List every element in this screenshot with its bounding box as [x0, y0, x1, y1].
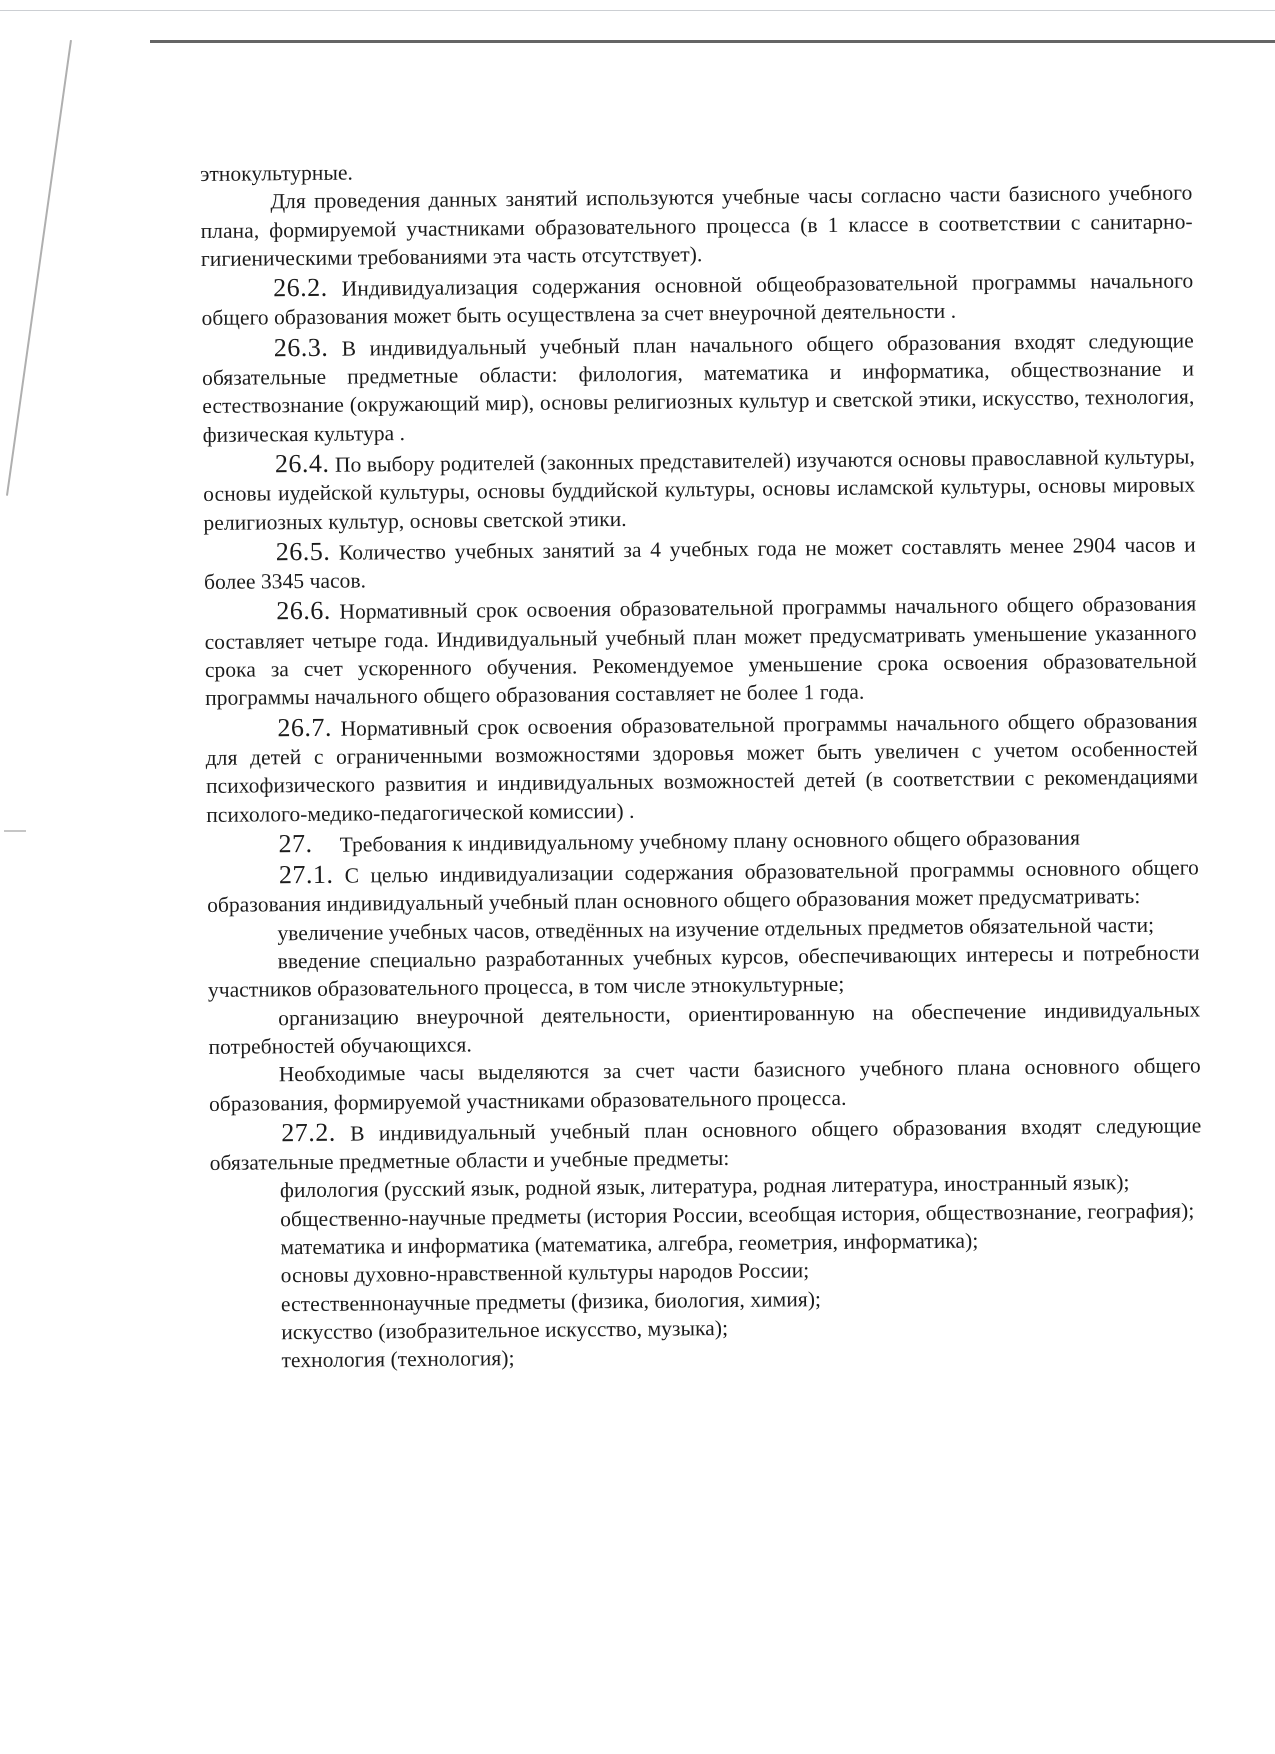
scan-edge-line: [0, 10, 1275, 11]
paragraph-text: этнокультурные.: [200, 160, 354, 186]
scan-page-edge: [150, 40, 1275, 43]
paragraph-26-6: [204, 589, 1197, 713]
list-item-text: искусство (изобразительное искусство, музыка);: [281, 1315, 729, 1345]
paragraph-text: В индивидуальный учебный план начального общего образования входят следующие обязательные предметные области: филология, математика и информатика, обществознание и естествознание (окружающий мир), основы религиозных культур и светской этики, искусство, технология, физическая культура .: [201, 328, 1195, 447]
list-item-text: математика и информатика (математика, алгебра, геометрия, информатика);: [280, 1228, 979, 1260]
list-item-text: организацию внеурочной деятельности, ориентированную на обеспечение индивидуальных потребностей обучающихся.: [208, 997, 1201, 1059]
paragraph-text: С целью индивидуализации содержания образовательной программы основного общего образования индивидуальный учебный план основного общего образования может предусматривать:: [207, 855, 1199, 918]
document-page: [200, 150, 1204, 1375]
scan-fold-line: [6, 40, 72, 496]
list-item: [208, 995, 1200, 1061]
section-heading-text: Требования к индивидуальному учебному плану основного общего образования: [339, 825, 1081, 857]
list-item-text: технология (технология);: [281, 1346, 515, 1373]
list-item-text: введение специально разработанных учебных курсов, обеспечивающих интересы и потребности участников образовательного процесса, в том числе этнокультурные;: [207, 940, 1200, 1003]
section-number: 27.1.: [278, 859, 334, 890]
paragraph-26-4: [203, 441, 1196, 536]
paragraph-text: Индивидуализация содержания основной общеобразовательной программы начального общего образования может быть осуществлена за счет внеурочной деятельности .: [201, 268, 1194, 331]
paragraph-26-5: [204, 529, 1197, 596]
paragraph-text: Нормативный срок освоения образовательной программы начального общего образования составляет четыре года. Индивидуальный учебный план может предусматривать уменьшение указанного срока за счет ускоренного обучения. Рекомендуемое уменьшение срока освоения образовательной программы начального общего образования составляет не более 1 года.: [204, 591, 1197, 711]
paragraph-26-3: [202, 325, 1195, 449]
section-number: 26.5.: [275, 536, 331, 567]
section-number: 26.4.: [274, 448, 330, 479]
paragraph-text: Нормативный срок освоения образовательной программы начального общего образования для детей с ограниченными возможностями здоровья может быть увеличен с учетом особенностей психофизического развития и индивидуальных возможностей детей (в соответствии с рекомендациями психолого-медико-педагогической комиссии) .: [205, 708, 1199, 827]
section-number: 27.2.: [281, 1117, 336, 1148]
paragraph: [200, 179, 1193, 273]
paragraph-27-1: [207, 853, 1200, 920]
paragraph-text: В индивидуальный учебный план основного общего образования входят следующие обязательные предметные области и учебные предметы:: [209, 1113, 1202, 1176]
section-number: 26.7.: [277, 712, 333, 742]
paragraph-26-2: [201, 266, 1194, 333]
list-item-text: увеличение учебных часов, отведённых на изучение отдельных предметов обязательной части;: [277, 912, 1155, 946]
list-item-text: филология (русский язык, родной язык, литература, родная литература, иностранный язык);: [279, 1170, 1130, 1203]
section-number: 26.6.: [276, 596, 331, 626]
paragraph: [209, 1052, 1201, 1118]
section-number: 26.2.: [273, 272, 328, 303]
paragraph-text: По выбору родителей (законных представителей) изучаются основы православной культуры, основы иудейской культуры, основы буддийской культуры, основы исламской культуры, основы мировых религиозных культур, основы светской этики.: [203, 444, 1196, 535]
scan-artifact: [4, 830, 26, 832]
paragraph-text: Для проведения данных занятий используются учебные часы согласно части базисного учебного плана, формируемой участниками образовательного процесса (в 1 классе в соответствии с санитарно-гигиеническими требованиями эта часть отсутствует).: [200, 180, 1193, 271]
list-item-text: естественнонаучные предметы (физика, биология, химия);: [280, 1286, 822, 1316]
list-item-text: общественно-научные предметы (история России, всеобщая история, обществознание, география);: [280, 1198, 1195, 1231]
list-item-text: основы духовно-нравственной культуры народов России;: [280, 1258, 810, 1288]
section-number: 26.3.: [273, 332, 329, 363]
paragraph-26-7: [205, 705, 1198, 829]
paragraph-text: Количество учебных занятий за 4 учебных года не может составлять менее 2904 часов и более 3345 часов.: [203, 532, 1196, 595]
paragraph-27-2: [209, 1110, 1202, 1177]
paragraph-text: Необходимые часы выделяются за счет части базисного учебного плана основного общего образования, формируемой участниками образовательного процесса.: [208, 1053, 1201, 1116]
section-number: 27.: [278, 828, 313, 859]
list-item: [208, 938, 1200, 1004]
